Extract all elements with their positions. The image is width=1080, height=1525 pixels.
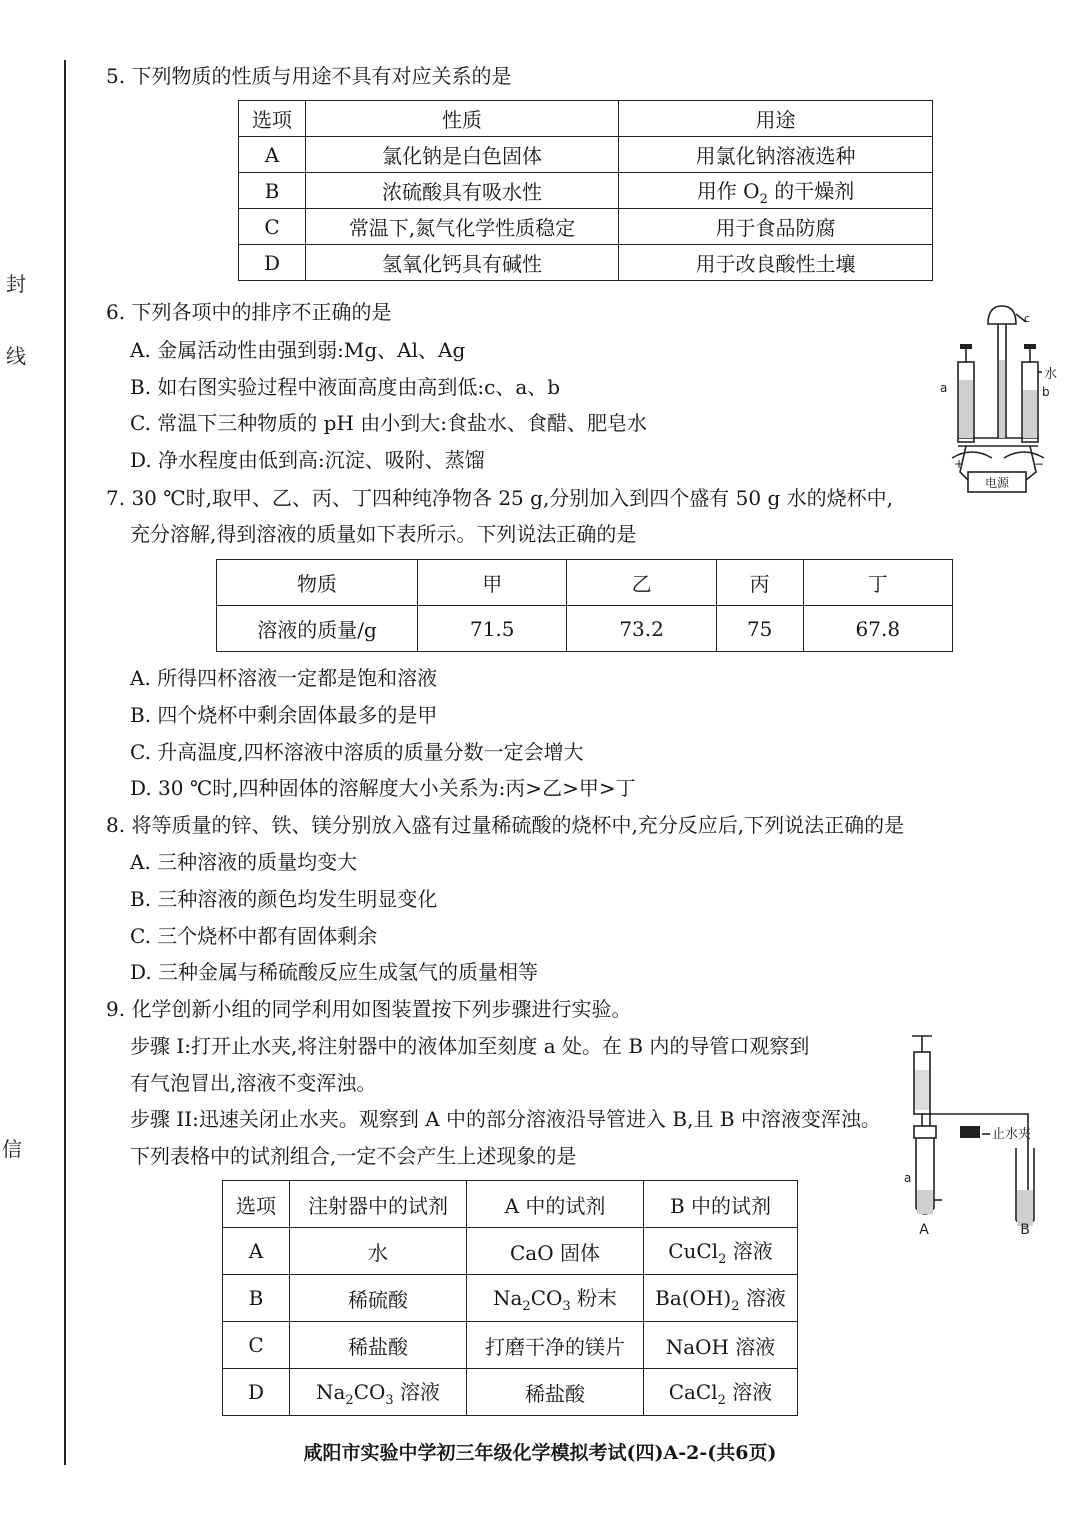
syringe-cell: 水	[290, 1228, 467, 1275]
fig-label-a: a	[904, 1171, 912, 1185]
fig-minus: −	[1034, 457, 1045, 471]
text-part: CO	[353, 1380, 386, 1404]
b-reagent-cell	[644, 1275, 798, 1322]
liquid-b	[1017, 1190, 1033, 1226]
q8-option-a: A. 三种溶液的质量均变大	[130, 850, 358, 874]
fig-label-water: 水	[1044, 367, 1058, 382]
table-row	[223, 1275, 798, 1322]
col-header: B 中的试剂	[644, 1181, 798, 1228]
value-cell: 73.2	[567, 606, 716, 652]
q9-step1-line2: 有气泡冒出,溶液不变浑浊。	[130, 1071, 377, 1095]
a-reagent-cell: CaO 固体	[467, 1228, 644, 1275]
text-part: CO	[530, 1286, 563, 1310]
q7-option-a: A. 所得四杯溶液一定都是饱和溶液	[130, 666, 438, 690]
table-header-row	[217, 560, 953, 606]
syringe-cell: 稀硫酸	[290, 1275, 467, 1322]
liquid-middle	[999, 360, 1005, 438]
col-header: 选项	[239, 101, 306, 137]
q7-option-d: D. 30 ℃时,四种固体的溶解度大小关系为:丙>乙>甲>丁	[130, 776, 636, 800]
stopper	[914, 1126, 936, 1138]
property-cell: 常温下,氮气化学性质稳定	[306, 209, 619, 245]
property-cell: 氯化钠是白色固体	[306, 137, 619, 173]
option-cell: A	[223, 1228, 290, 1275]
stopcock-right	[1024, 344, 1036, 349]
q6-option-d: D. 净水程度由低到高:沉淀、吸附、蒸馏	[130, 448, 485, 472]
text-part: 溶液	[725, 1380, 773, 1404]
q9-step2: 步骤 II:迅速关闭止水夹。观察到 A 中的部分溶液沿导管进入 B,且 B 中溶液变浑浊。	[130, 1107, 881, 1131]
q9-stem: 9. 化学创新小组的同学利用如图装置按下列步骤进行实验。	[106, 997, 632, 1021]
b-reagent-cell	[644, 1228, 798, 1275]
col-header: 丁	[803, 560, 952, 606]
stopcock-left	[960, 344, 972, 349]
text-part: 溶液	[393, 1380, 441, 1404]
q6-option-b: B. 如右图实验过程中液面高度由高到低:c、a、b	[130, 375, 561, 399]
margin-char: 线	[6, 344, 26, 368]
liquid-a	[917, 1190, 933, 1214]
fig-label-c: c	[1024, 312, 1031, 325]
fig-label-a: a	[940, 381, 948, 395]
use-cell: 用氯化钠溶液选种	[619, 137, 933, 173]
fig-label-tube-b: B	[1020, 1222, 1030, 1238]
table-row	[239, 173, 933, 209]
electrolysis-apparatus-figure	[930, 300, 1060, 496]
col-header: 乙	[567, 560, 716, 606]
text-part: 溶液	[739, 1286, 786, 1310]
subscript: 2	[731, 1299, 740, 1314]
table-row	[223, 1369, 798, 1416]
liquid-right	[1023, 390, 1037, 438]
option-cell: A	[239, 137, 306, 173]
margin-char: 信	[2, 1137, 22, 1161]
q8-option-d: D. 三种金属与稀硫酸反应生成氢气的质量相等	[130, 960, 539, 984]
syringe-cell: 稀盐酸	[290, 1322, 467, 1369]
subscript: 3	[385, 1393, 394, 1408]
subscript: 2	[718, 1252, 727, 1267]
q7-table	[216, 559, 953, 652]
use-cell: 用于改良酸性土壤	[619, 245, 933, 281]
margin-char: 封	[6, 272, 26, 296]
page-footer: 咸阳市实验中学初三年级化学模拟考试(四)A-2-(共6页)	[303, 1442, 777, 1464]
value-cell: 75	[716, 606, 803, 652]
col-header: 性质	[306, 101, 619, 137]
q5-table	[238, 100, 933, 281]
use-cell	[619, 173, 933, 209]
col-header: 用途	[619, 101, 933, 137]
option-cell: B	[239, 173, 306, 209]
liquid-left	[959, 380, 973, 438]
q6-option-a: A. 金属活动性由强到弱:Mg、Al、Ag	[130, 338, 466, 362]
option-cell: C	[239, 209, 306, 245]
property-cell: 浓硫酸具有吸水性	[306, 173, 619, 209]
subscript: 2	[717, 1393, 726, 1408]
value-cell: 71.5	[418, 606, 567, 652]
table-header-row	[223, 1181, 798, 1228]
water-clip	[960, 1126, 980, 1138]
table-row	[223, 1322, 798, 1369]
option-cell: D	[223, 1369, 290, 1416]
text-part: 的干燥剂	[767, 178, 855, 203]
fig-power-label: 电源	[984, 476, 1010, 490]
option-cell: C	[223, 1322, 290, 1369]
option-cell: D	[239, 245, 306, 281]
a-reagent-cell	[467, 1275, 644, 1322]
col-header: 注射器中的试剂	[290, 1181, 467, 1228]
text-part: Na	[315, 1380, 346, 1404]
q7-stem-line2: 充分溶解,得到溶液的质量如下表所示。下列说法正确的是	[130, 522, 637, 546]
binding-line	[64, 60, 66, 1465]
value-cell: 67.8	[803, 606, 952, 652]
b-reagent-cell: NaOH 溶液	[644, 1322, 798, 1369]
property-cell: 氢氧化钙具有碱性	[306, 245, 619, 281]
q9-question: 下列表格中的试剂组合,一定不会产生上述现象的是	[130, 1144, 577, 1168]
q6-option-c: C. 常温下三种物质的 pH 由小到大:食盐水、食醋、肥皂水	[130, 411, 648, 435]
q9-table	[222, 1180, 798, 1416]
q5-stem: 5. 下列物质的性质与用途不具有对应关系的是	[106, 64, 512, 88]
row-label: 溶液的质量/g	[217, 606, 418, 652]
text-part: Na	[492, 1286, 523, 1310]
table-header-row	[239, 101, 933, 137]
q7-stem-line1: 7. 30 ℃时,取甲、乙、丙、丁四种纯净物各 25 g,分别加入到四个盛有 50 g 水的烧杯中,	[106, 486, 893, 510]
funnel-bulb	[988, 306, 1016, 324]
q8-option-b: B. 三种溶液的颜色均发生明显变化	[130, 887, 438, 911]
text-part: Ba(OH)	[655, 1286, 732, 1310]
gas-apparatus-figure	[898, 1030, 1068, 1245]
option-cell: B	[223, 1275, 290, 1322]
table-row	[239, 137, 933, 173]
a-reagent-cell: 打磨干净的镁片	[467, 1322, 644, 1369]
text-part: 粉末	[570, 1286, 618, 1310]
fig-plus: +	[954, 457, 965, 471]
q6-stem: 6. 下列各项中的排序不正确的是	[106, 300, 392, 324]
q7-option-b: B. 四个烧杯中剩余固体最多的是甲	[130, 703, 438, 727]
text-part: CaCl	[668, 1380, 718, 1404]
fig-label-clip: 止水夹	[992, 1127, 1032, 1142]
text-part: CuCl	[668, 1239, 719, 1263]
a-reagent-cell: 稀盐酸	[467, 1369, 644, 1416]
col-header: 甲	[418, 560, 567, 606]
b-reagent-cell	[644, 1369, 798, 1416]
col-header: 选项	[223, 1181, 290, 1228]
q9-step1-line1: 步骤 I:打开止水夹,将注射器中的液体加至刻度 a 处。在 B 内的导管口观察到	[130, 1034, 810, 1058]
q8-option-c: C. 三个烧杯中都有固体剩余	[130, 924, 378, 948]
table-row	[217, 606, 953, 652]
col-header: 物质	[217, 560, 418, 606]
q8-stem: 8. 将等质量的锌、铁、镁分别放入盛有过量稀硫酸的烧杯中,充分反应后,下列说法正确的是	[106, 813, 905, 837]
syringe-liquid	[915, 1070, 929, 1110]
subscript: 2	[345, 1393, 354, 1408]
col-header: 丙	[716, 560, 803, 606]
table-row	[239, 209, 933, 245]
table-row	[223, 1228, 798, 1275]
col-header: A 中的试剂	[467, 1181, 644, 1228]
text-part: 用作 O	[696, 178, 760, 203]
subscript: 2	[759, 191, 768, 207]
fig-label-tube-a: A	[919, 1222, 929, 1238]
subscript: 2	[522, 1299, 531, 1314]
syringe-cell	[290, 1369, 467, 1416]
fig-label-b: b	[1042, 385, 1050, 399]
q7-option-c: C. 升高温度,四杯溶液中溶质的质量分数一定会增大	[130, 740, 584, 764]
use-cell: 用于食品防腐	[619, 209, 933, 245]
text-part: 溶液	[726, 1239, 773, 1263]
subscript: 3	[562, 1299, 571, 1314]
table-row	[239, 245, 933, 281]
